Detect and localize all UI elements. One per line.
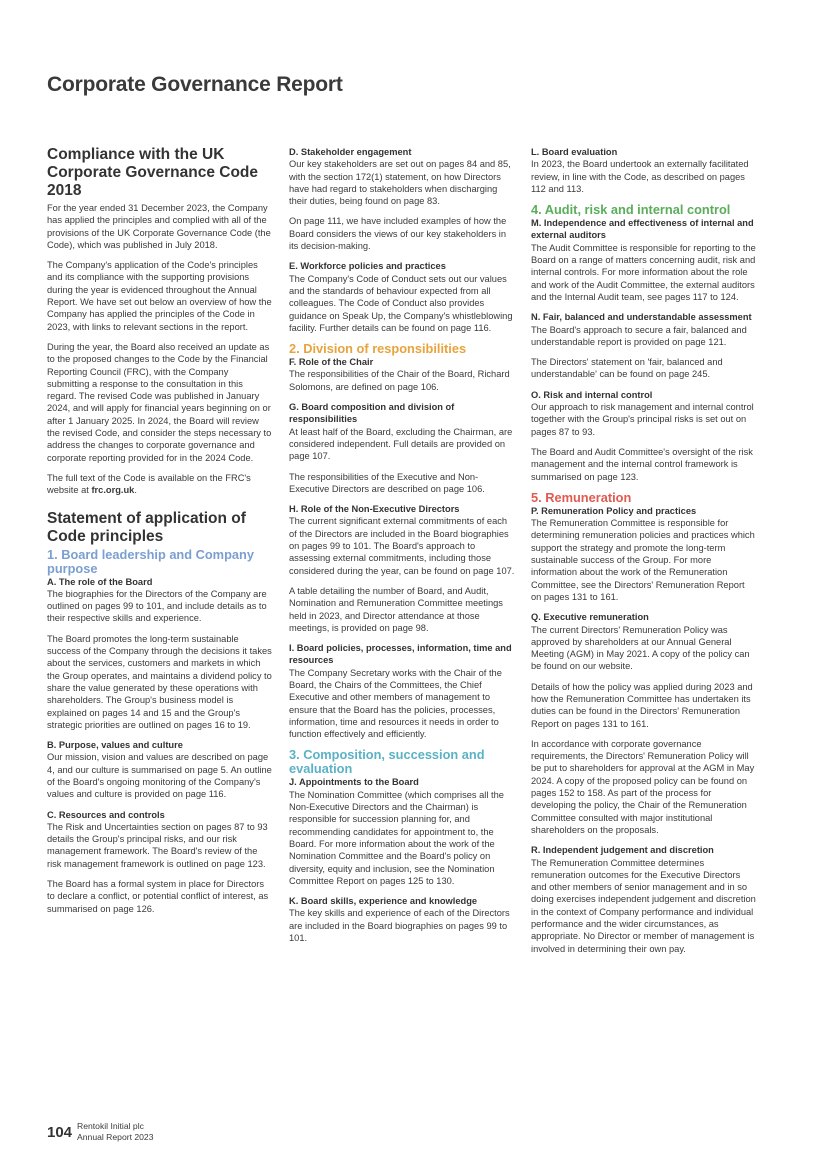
compliance-paragraph-1: For the year ended 31 December 2023, the Company has applied the principles and complied with all of the provisions of the UK Corporate Governance Code (the Code), which was published in July 2018. [47,203,271,250]
subsection-d-heading: D. Stakeholder engagement [289,147,412,157]
subsection-g-paragraph-1: At least half of the Board, excluding the Chairman, are considered independent. Full details are provided on page 107. [289,426,513,462]
subsection-h-heading: H. Role of the Non-Executive Directors [289,504,460,515]
section-4-heading: 4. Audit, risk and internal control [531,202,731,218]
subsection-q-paragraph-1: The current Directors' Remuneration Policy was approved by shareholders at our Annual General Meeting (AGM) in May 2021. A copy of the policy can be found on our website. [531,624,750,672]
subsection-c-paragraph-1: The Risk and Uncertainties section on pages 87 to 93 details the Group's principal risks, and our risk management framework. The Board's review of the risk management framework is outlined on page 123. [47,821,268,869]
compliance-heading: Compliance with the UK Corporate Governance Code 2018 [47,146,259,199]
compliance-paragraph-2: The Company's application of the Code's principles and its compliance with the supporting provisions during the year is evidenced throughout the Annual Report. We have set out below an overview of how the Company has applied the principles of the Code in 2023, with links to relevant sections in the report. [47,260,272,332]
subsection-e-heading: E. Workforce policies and practices [289,261,446,272]
subsection-n-paragraph-1: The Board's approach to secure a fair, balanced and understandable report is provided on page 121. [531,324,747,347]
column-left [47,146,273,915]
subsection-a-paragraph-2: The Board promotes the long-term sustainable success of the Company through the decisions it takes about the services, customers and markets in which the Group operates, and maintains a dividend policy to share the value generated by these operations with shareholders. The Group's business model is explained on pages 14 and 15 and the Group's strategic priorities are outlined on pages 16 to 19. [47,633,272,730]
statement-heading: Statement of application of Code principles [47,509,246,545]
column-middle [289,146,515,944]
subsection-a-paragraph-1: The biographies for the Directors of the Company are outlined on pages 99 to 101, and include details as to their respective skills and experience. [47,588,267,624]
code-text: The full text of the Code is available on the FRC's website at [47,472,251,496]
subsection-o-paragraph-1: Our approach to risk management and internal control together with the Group's principal risks is set out on pages 87 to 93. [531,402,754,437]
compliance-paragraph-4 [47,472,273,497]
subsection-j-heading: J. Appointments to the Board [289,777,419,788]
subsection-i-heading: I. Board policies, processes, information, time and resources [289,643,512,666]
subsection-m-paragraph-1: The Audit Committee is responsible for reporting to the Board on a range of matters concerning audit, risk and internal controls. For more information about the role and work of the Audit Committee, the external auditors and the Internal Audit team, see pages 117 to 124. [531,242,756,302]
subsection-f-heading: F. Role of the Chair [289,357,374,368]
subsection-k-paragraph-1: The key skills and experience of each of the Directors are included in the Board biographies on pages 99 to 101. [289,908,510,944]
section-3-heading: 3. Composition, succession and evaluation [289,747,485,777]
subsection-j-paragraph-1: The Nomination Committee (which comprises all the Non-Executive Directors and the Chairman) is responsible for succession planning for, and recommending candidates for appointment to, the Board. For more information about the work of the Nomination Committee and the Board's policy on diversity, equity and inclusion, see the Nomination Committee Report on pages 125 to 130. [289,789,504,886]
section-1-heading: 1. Board leadership and Company purpose [47,546,254,576]
column-right [531,146,757,955]
subsection-a-heading: A. The role of the Board [47,576,153,587]
page-footer [47,1121,153,1142]
section-2-heading: 2. Division of responsibilities [289,341,467,357]
subsection-n-heading: N. Fair, balanced and understandable assessment [531,312,752,323]
subsection-r-heading: R. Independent judgement and discretion [531,845,714,856]
subsection-p-paragraph-1: The Remuneration Committee is responsible for determining remuneration policies and practices which support the strategy and promote the long-term sustainable success of the Group. For more information about the work of the Remuneration Committee, see the Directors' Remuneration Report on pages 131 to 161. [531,518,755,602]
subsection-h-paragraph-2: A table detailing the number of Board, and Audit, Nomination and Remuneration Committee meetings held in 2023, and Director attendance at those meetings, is provided on page 98. [289,585,503,633]
page-title: Corporate Governance Report [47,73,343,96]
subsection-b-paragraph-1: Our mission, vision and values are described on page 4, and our culture is summarised on page 5. An outline of the Board's ongoing monitoring of the Company's values and culture is provided on page 116. [47,752,272,800]
subsection-g-paragraph-2: The responsibilities of the Executive and Non-Executive Directors are described on page 106. [289,471,485,494]
subsection-l-paragraph-1: In 2023, the Board undertook an externally facilitated review, in line with the Code, as described on pages 112 and 113. [531,159,749,194]
period: . [134,485,137,496]
section-5-heading: 5. Remuneration [531,489,632,505]
subsection-g-heading: G. Board composition and division of responsibilities [289,402,455,425]
subsection-p-heading: P. Remuneration Policy and practices [531,505,697,516]
footer-company: Rentokil Initial plc [77,1121,144,1131]
subsection-h-paragraph-1: The current significant external commitments of each of the Directors are included in the Board biographies on pages 99 to 101. The Board's approach to assessing external commitments, including those considered during the year, can be found on page 107. [289,516,515,576]
subsection-d-paragraph-2: On page 111, we have included examples of how the Board considers the views of our key stakeholders in its decision-making. [289,216,507,252]
subsection-q-paragraph-2: Details of how the policy was applied during 2023 and how the Remuneration Committee has undertaken its duties can be found in the Directors' Remuneration Report on pages 131 to 161. [531,681,753,729]
subsection-q-heading: Q. Executive remuneration [531,612,649,623]
subsection-c-paragraph-2: The Board has a formal system in place for Directors to declare a conflict, or potential conflict of interest, as summarised on page 126. [47,879,269,914]
subsection-d-paragraph-1: Our key stakeholders are set out on pages 84 and 85, with the section 172(1) statement, on how Directors have had regard to stakeholders when discharging their duties, being found on page 83. [289,159,511,207]
subsection-k-heading: K. Board skills, experience and knowledge [289,896,478,907]
frc-website-link[interactable]: frc.org.uk [91,485,135,496]
subsection-e-paragraph-1: The Company's Code of Conduct sets out our values and the standards of behaviour expected from all colleagues. The Code of Conduct also provides guidance on Speak Up, the Company's whistleblowing facility. Further details can be found on page 116. [289,273,513,333]
footer-report: Annual Report 2023 [77,1131,154,1142]
page-number: 104 [47,1124,73,1141]
subsection-l-heading: L. Board evaluation [531,147,618,157]
footer-report-info [77,1121,153,1142]
subsection-f-paragraph-1: The responsibilities of the Chair of the Board, Richard Solomons, are defined on page 106. [289,369,510,392]
subsection-q-paragraph-3: In accordance with corporate governance requirements, the Directors' Remuneration Policy will be put to shareholders for approval at the AGM in May 2024. A copy of the proposed policy can be found on pages 152 to 158. As part of the process for developing the policy, the Chair of the Remuneration Committee consulted with major institutional shareholders on the proposals. [531,738,755,835]
subsection-o-heading: O. Risk and internal control [531,389,653,400]
subsection-n-paragraph-2: The Directors' statement on 'fair, balanced and understandable' can be found on page 245. [531,357,723,380]
subsection-i-paragraph-1: The Company Secretary works with the Chair of the Board, the Chairs of the Committees, the Chief Executive and other members of management to ensure that the Board has the policies, processes, information, time and resources it needs in order to function effectively and efficiently. [289,667,502,740]
subsection-c-heading: C. Resources and controls [47,809,165,820]
subsection-m-heading: M. Independence and effectiveness of internal and external auditors [531,218,754,241]
subsection-o-paragraph-2: The Board and Audit Committee's oversight of the risk management and the internal control framework is summarised on page 123. [531,446,753,482]
subsection-r-paragraph-1: The Remuneration Committee determines remuneration outcomes for the Executive Directors and other members of senior management and in so doing exercises independent judgement and discretion in the context of Company performance and individual performance and the wider circumstances, as appropriate. No Director or member of management is involved in determining their own pay. [531,857,756,954]
subsection-b-heading: B. Purpose, values and culture [47,740,183,751]
compliance-paragraph-3: During the year, the Board also received an update as to the proposed changes to the Code by the Financial Reporting Council (FRC), with the Company submitting a response to the consultation in this regard. The revised Code was published in January 2024, and will apply for financial years beginning on or after 1 January 2025. In 2024, the Board will review the revised Code, and consider the steps necessary to address the changes to corporate governance and corporate reporting provided for in the 2024 Code. [47,341,272,463]
